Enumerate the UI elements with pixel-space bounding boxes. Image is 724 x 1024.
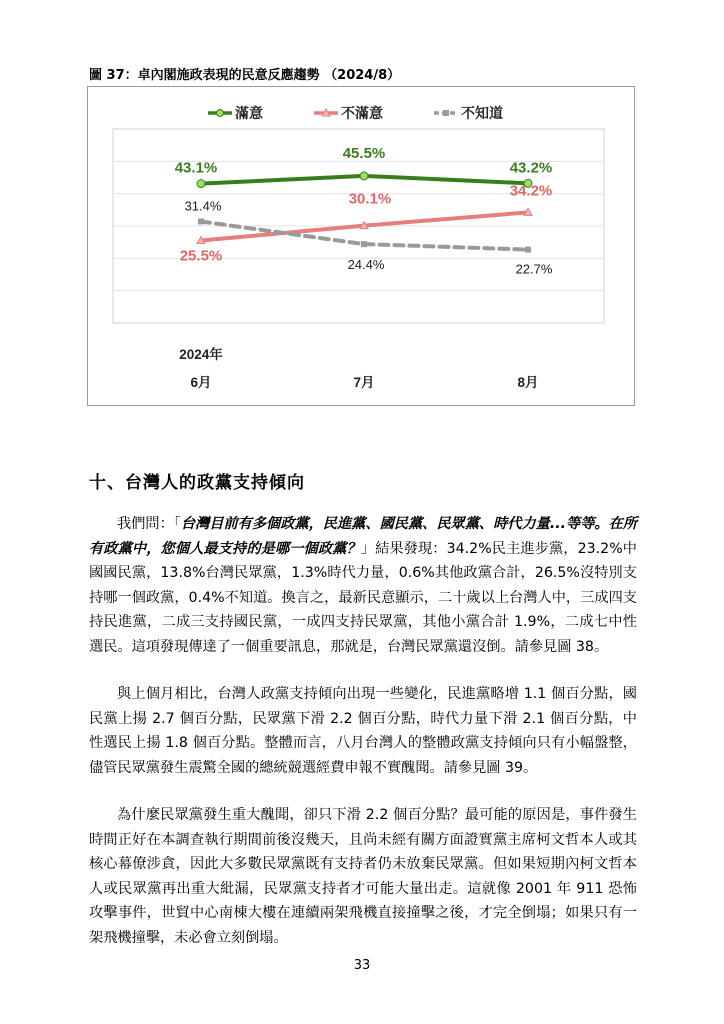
data-label: 24.4% — [347, 257, 385, 273]
data-label: 34.2% — [509, 182, 553, 200]
page-number: 33 — [353, 958, 371, 973]
legend-marker-2 — [443, 110, 449, 116]
data-point-unknown-1 — [361, 241, 367, 247]
data-point-satisfied-0 — [197, 180, 205, 188]
data-label: 43.2% — [509, 159, 553, 177]
legend-marker-0 — [217, 110, 224, 117]
x-tick-label: 7月 — [353, 375, 375, 390]
legend-label-0: 滿意 — [235, 105, 263, 121]
data-label: 30.1% — [348, 190, 392, 208]
paragraph-1-rest: 」結果發現：34.2%民主進步黨，23.2%中國國民黨，13.8%台灣民眾黨，1.3%時代力量，0.6%其他政黨合計，26.5%沒特別支持哪一個政黨，0.4%不知道。換言之，最新民意顯示，二十歲以上台灣人中，三成四支持民進黨，二成三支持國民黨，一成四支持民眾黨，其他小黨合計 1.9%，二成七中性選民。這項發現傳達了一個重要訊息，那就是，台灣民眾黨還沒倒。請參見圖 38。 — [89, 540, 637, 655]
data-label: 25.5% — [179, 247, 223, 265]
data-point-unknown-0 — [198, 218, 204, 224]
legend-label-2: 不知道 — [461, 105, 503, 121]
paragraph-2: 與上個月相比，台灣人政黨支持傾向出現一些變化，民進黨略增 1.1 個百分點，國民黨上揚 2.7 個百分點，民眾黨下滑 2.2 個百分點，時代力量下滑 2.1 個百分點，中性選民上揚 1.8 個百分點。整體而言，八月台灣人的整體政黨支持傾向只有小幅盤整，儘管民眾黨發生震驚全國的總統競選經費申報不實醜聞。請參見圖 39。 — [89, 686, 637, 776]
line-chart — [87, 86, 635, 406]
data-point-satisfied-1 — [360, 172, 368, 180]
data-label: 43.1% — [174, 159, 218, 177]
data-label: 31.4% — [184, 198, 222, 214]
paragraph-1 — [89, 512, 637, 659]
data-point-unknown-2 — [525, 247, 531, 253]
survey-question: 台灣目前有多個政黨，民進黨、國民黨、民眾黨、時代力量...等等。在所有政黨中，您個人最支持的是哪一個政黨？ — [89, 516, 638, 557]
paragraph-3: 為什麼民眾黨發生重大醜聞，卻只下滑 2.2 個百分點？最可能的原因是，事件發生時間正好在本調查執行期間前後沒幾天，且尚未經有關方面證實黨主席柯文哲本人或其核心幕僚涉貪，因此大多數民眾黨既有支持者仍未放棄民眾黨。但如果短期內柯文哲本人或民眾黨再出重大紕漏，民眾黨支持者才可能大量出走。這就像 2001 年 911 恐怖攻擊事件，世貿中心南棟大樓在連續兩架飛機直接撞擊之後，才完全倒塌；如果只有一架飛機撞擊，未必會立刻倒塌。 — [89, 807, 637, 946]
x-tick-label: 6月 — [190, 375, 212, 390]
x-axis-year-label: 2024年 — [179, 347, 223, 362]
figure-caption: 圖 37：卓內閣施政表現的民意反應趨勢 （2024/8） — [89, 68, 401, 83]
paragraph-1-lead: 我們問：「 — [117, 516, 181, 532]
data-label: 45.5% — [342, 144, 386, 162]
x-tick-label: 8月 — [517, 375, 539, 390]
legend-label-1: 不滿意 — [341, 105, 383, 121]
section-title: 十、台灣人的政黨支持傾向 — [89, 473, 305, 493]
chart-svg — [88, 87, 636, 407]
data-label: 22.7% — [515, 261, 553, 277]
